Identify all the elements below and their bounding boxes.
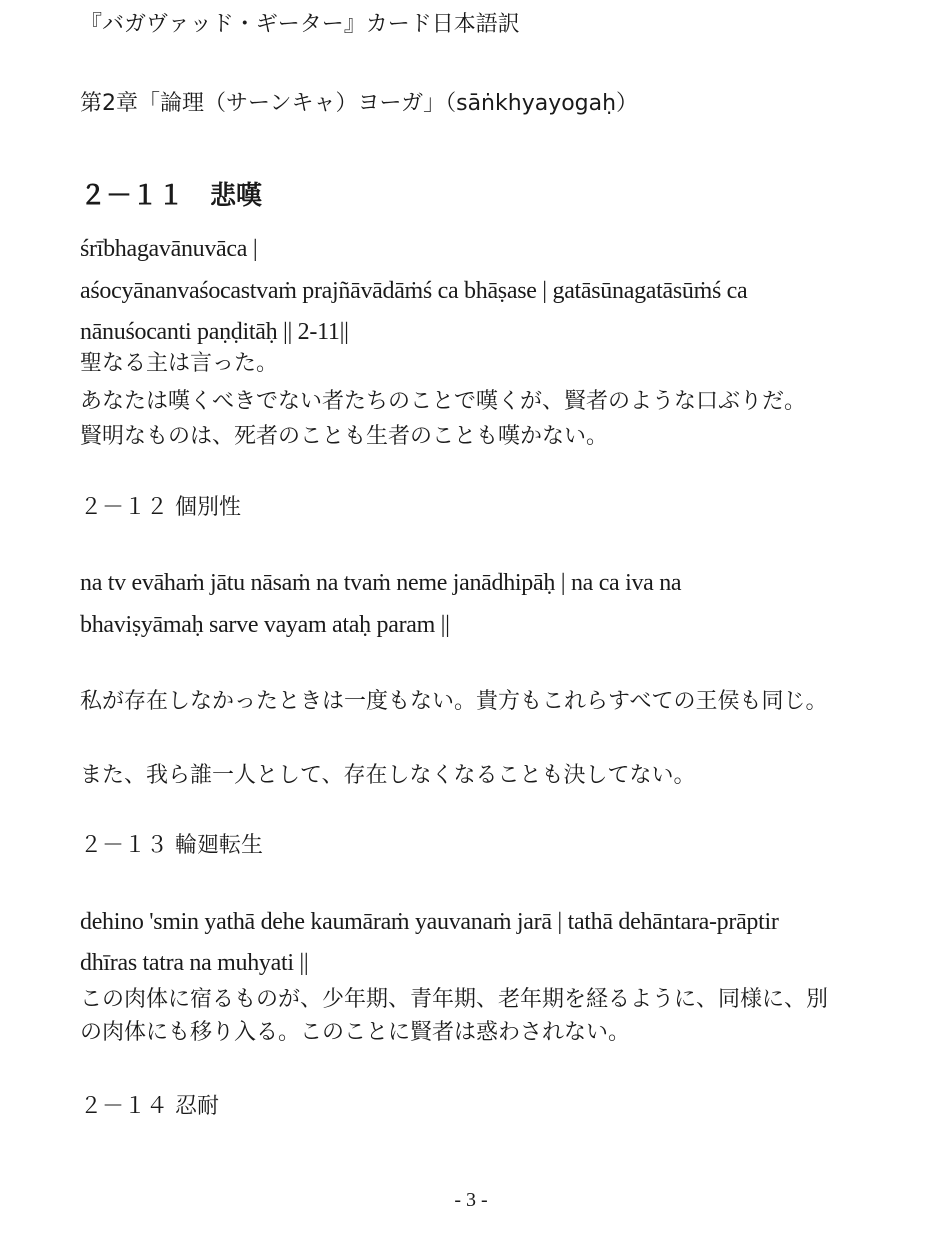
japanese-line: この肉体に宿るものが、少年期、青年期、老年期を経るように、同様に、別	[80, 987, 829, 1012]
sanskrit-line: dhīras tatra na muhyati ||	[80, 950, 309, 976]
japanese-line: の肉体にも移り入る。このことに賢者は惑わされない。	[80, 1020, 631, 1045]
sanskrit-line: nānuśocanti paṇḍitāḥ || 2-11||	[80, 319, 349, 345]
sanskrit-line: aśocyānanvaśocastvaṁ prajñāvādāṁś ca bhāṣase | gatāsūnagatāsūṁś ca	[80, 278, 748, 304]
japanese-line: 賢明なものは、死者のことも生者のことも嘆かない。	[80, 424, 609, 449]
japanese-line: 私が存在しなかったときは一度もない。貴方もこれらすべての王侯も同じ。	[80, 689, 828, 714]
section-heading: ２－１２ 個別性	[80, 495, 241, 520]
page-number: - 3 -	[454, 1189, 488, 1211]
japanese-line: また、我ら誰一人として、存在しなくなることも決してない。	[80, 763, 696, 788]
sanskrit-line: dehino 'smin yathā dehe kaumāraṁ yauvanaṁ jarā | tathā dehāntara-prāptir	[80, 909, 779, 935]
chapter-title: 第2章「論理（サーンキャ）ヨーガ」（sāṅkhyayogaḥ）	[80, 91, 639, 116]
document-title: 『バガヴァッド・ギーター』カード日本語訳	[80, 12, 520, 37]
japanese-line: あなたは嘆くべきでない者たちのことで嘆くが、賢者のような口ぶりだ。	[80, 389, 807, 414]
sanskrit-line: na tv evāhaṁ jātu nāsaṁ na tvaṁ neme janādhipāḥ | na ca iva na	[80, 570, 682, 596]
section-heading: ２－１３ 輪廻転生	[80, 833, 263, 858]
section-heading: ２－１４ 忍耐	[80, 1094, 219, 1119]
sanskrit-line: bhaviṣyāmaḥ sarve vayam ataḥ param ||	[80, 612, 450, 638]
sanskrit-line: śrībhagavānuvāca |	[80, 236, 258, 262]
section-heading: ２－１１ 悲嘆	[80, 181, 263, 211]
japanese-line: 聖なる主は言った。	[80, 351, 279, 376]
